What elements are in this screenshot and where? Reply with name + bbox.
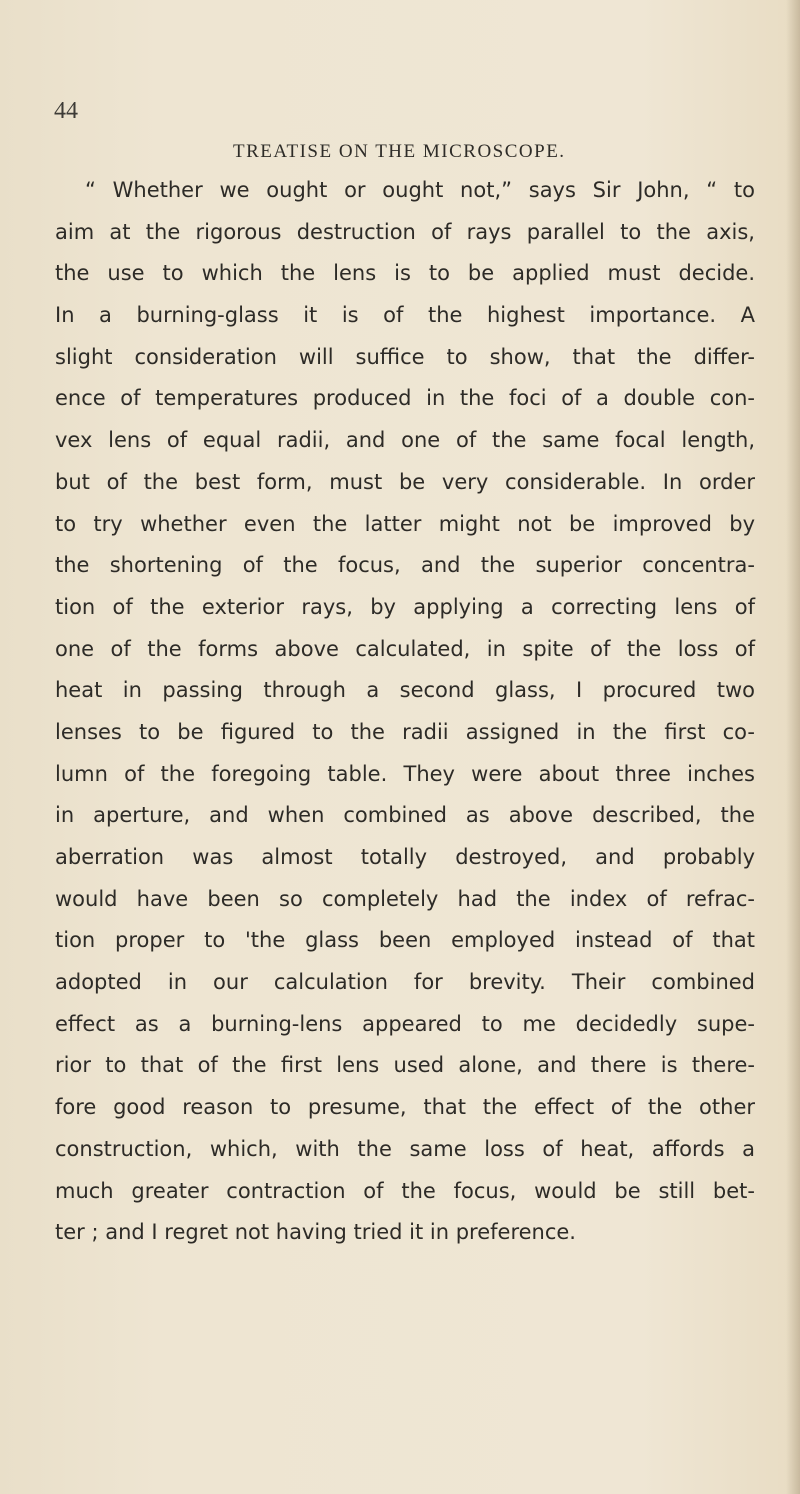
- text-line: would have been so completely had the index of refrac-: [55, 886, 755, 911]
- text-line: lumn of the foregoing table. They were about three inches: [55, 761, 755, 786]
- text-line: aim at the rigorous destruction of rays parallel to the axis,: [55, 219, 755, 244]
- text-line: In a burning-glass it is of the highest importance. A: [55, 303, 755, 328]
- text-line: vex lens of equal radii, and one of the same focal length,: [55, 428, 755, 453]
- text-line: tion proper to 'the glass been employed instead of that: [55, 928, 755, 953]
- text-line: to try whether even the latter might not be improved by: [55, 511, 755, 536]
- page-edge-shadow: [786, 0, 800, 1494]
- running-head: TREATISE ON THE MICROSCOPE.: [233, 141, 566, 162]
- text-line: the shortening of the focus, and the superior concentra-: [55, 553, 755, 578]
- text-line: effect as a burning-lens appeared to me decidedly supe-: [55, 1011, 755, 1036]
- text-line: but of the best form, must be very considerable. In order: [55, 469, 755, 494]
- text-line: in aperture, and when combined as above described, the: [55, 803, 755, 828]
- page-number: 44: [54, 98, 78, 124]
- body-paragraph: [55, 170, 755, 1254]
- text-line: heat in passing through a second glass, I procured two: [55, 678, 755, 703]
- text-line: adopted in our calculation for brevity. Their combined: [55, 970, 755, 995]
- text-line: ter ; and I regret not having tried it in preference.: [55, 1220, 576, 1245]
- text-line: rior to that of the first lens used alone, and there is there-: [55, 1053, 755, 1078]
- text-line: ence of temperatures produced in the foci of a double con-: [55, 386, 755, 411]
- text-line: one of the forms above calculated, in spite of the loss of: [55, 636, 755, 661]
- text-line: lenses to be figured to the radii assigned in the first co-: [55, 719, 755, 744]
- text-line: “ Whether we ought or ought not,” says Sir John, “ to: [85, 178, 755, 202]
- text-line: the use to which the lens is to be applied must decide.: [55, 261, 755, 286]
- text-line: fore good reason to presume, that the effect of the other: [55, 1095, 755, 1120]
- text-line: aberration was almost totally destroyed, and probably: [55, 845, 755, 869]
- text-line: much greater contraction of the focus, would be still bet-: [55, 1178, 755, 1203]
- text-line: tion of the exterior rays, by applying a correcting lens of: [55, 594, 755, 619]
- text-line: slight consideration will suffice to show, that the differ-: [55, 344, 755, 369]
- text-line: construction, which, with the same loss of heat, affords a: [55, 1136, 755, 1161]
